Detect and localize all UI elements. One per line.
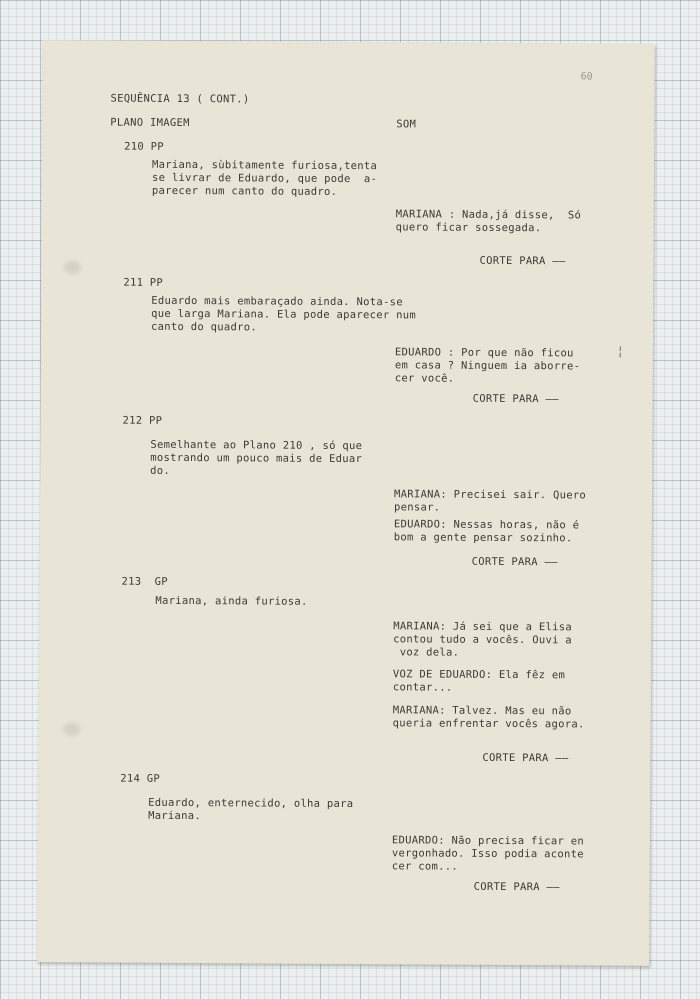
- dialogue-line: bom a gente pensar sozinho.: [393, 531, 573, 545]
- dialogue-line: cer com...: [391, 860, 459, 873]
- dialogue-line: quero ficar sossegada.: [395, 221, 542, 235]
- shot-number: 211 PP: [123, 276, 164, 289]
- dialogue-line: MARIANA: Já sei que a Elisa: [393, 620, 573, 634]
- image-line: Semelhante ao Plano 210 , só que: [150, 438, 363, 453]
- image-line: Eduardo, enternecido, olha para: [148, 796, 354, 811]
- dialogue-line: MARIANA : Nada,já disse, Só: [395, 208, 582, 222]
- sequence-heading: SEQUÊNCIA 13 ( CONT.): [110, 92, 250, 106]
- column-header-image: PLANO IMAGEM: [110, 116, 190, 130]
- dialogue-line: VOZ DE EDUARDO: Ela fêz em: [392, 668, 566, 682]
- dialogue-line: vergonhado. Isso podia aconte: [391, 847, 584, 861]
- cut-instruction: CORTE PARA ——: [482, 751, 569, 765]
- shot-number: 212 PP: [122, 414, 163, 427]
- dialogue-line: cer você.: [394, 372, 455, 385]
- page-number: 60: [580, 71, 593, 83]
- dialogue-line: contou tudo a vocês. Ouvi a: [393, 633, 572, 647]
- column-header-sound: SOM: [396, 118, 417, 131]
- dialogue-line: EDUARDO : Por que não ficou: [394, 346, 574, 360]
- image-line: canto do quadro.: [151, 320, 258, 334]
- dialogue-line: EDUARDO: Não precisa ficar en: [391, 834, 585, 848]
- cut-instruction: CORTE PARA ——: [473, 880, 560, 894]
- cut-instruction: CORTE PARA ——: [471, 555, 558, 569]
- cut-instruction: CORTE PARA ——: [472, 392, 559, 406]
- shot-number: 210 PP: [124, 140, 164, 153]
- image-line: mostrando um pouco mais de Eduar: [150, 451, 363, 466]
- image-line: Eduardo mais embaraçado ainda. Nota-se: [151, 294, 403, 309]
- script-page: [37, 40, 655, 966]
- dialogue-line: MARIANA: Precisei sair. Quero: [394, 488, 587, 502]
- pen-mark: ╎: [616, 345, 624, 359]
- dialogue-line: queria enfrentar vocês agora.: [392, 717, 585, 731]
- dialogue-line: MARIANA: Talvez. Mas eu não: [392, 704, 572, 718]
- image-line: Mariana, ainda furiosa.: [155, 594, 308, 608]
- dialogue-line: pensar.: [393, 501, 441, 514]
- image-line: se livrar de Eduardo, que pode a-: [151, 171, 378, 186]
- image-line: Mariana.: [148, 809, 202, 823]
- punch-hole: [61, 258, 83, 276]
- cut-instruction: CORTE PARA ——: [479, 254, 566, 268]
- image-line: que larga Mariana. Ela pode aparecer num: [151, 307, 417, 322]
- punch-hole: [61, 720, 83, 738]
- dialogue-line: voz dela.: [393, 646, 460, 659]
- dialogue-line: EDUARDO: Nessas horas, não é: [393, 518, 580, 532]
- shot-number: 213 GP: [121, 575, 168, 588]
- dialogue-line: em casa ? Ninguem ia aborre-: [394, 359, 581, 373]
- image-line: do.: [150, 464, 171, 477]
- shot-number: 214 GP: [120, 772, 161, 785]
- dialogue-line: contar...: [392, 681, 453, 694]
- image-line: parecer num canto do quadro.: [151, 184, 338, 198]
- image-line: Mariana, sùbitamente furiosa,tenta: [152, 158, 378, 173]
